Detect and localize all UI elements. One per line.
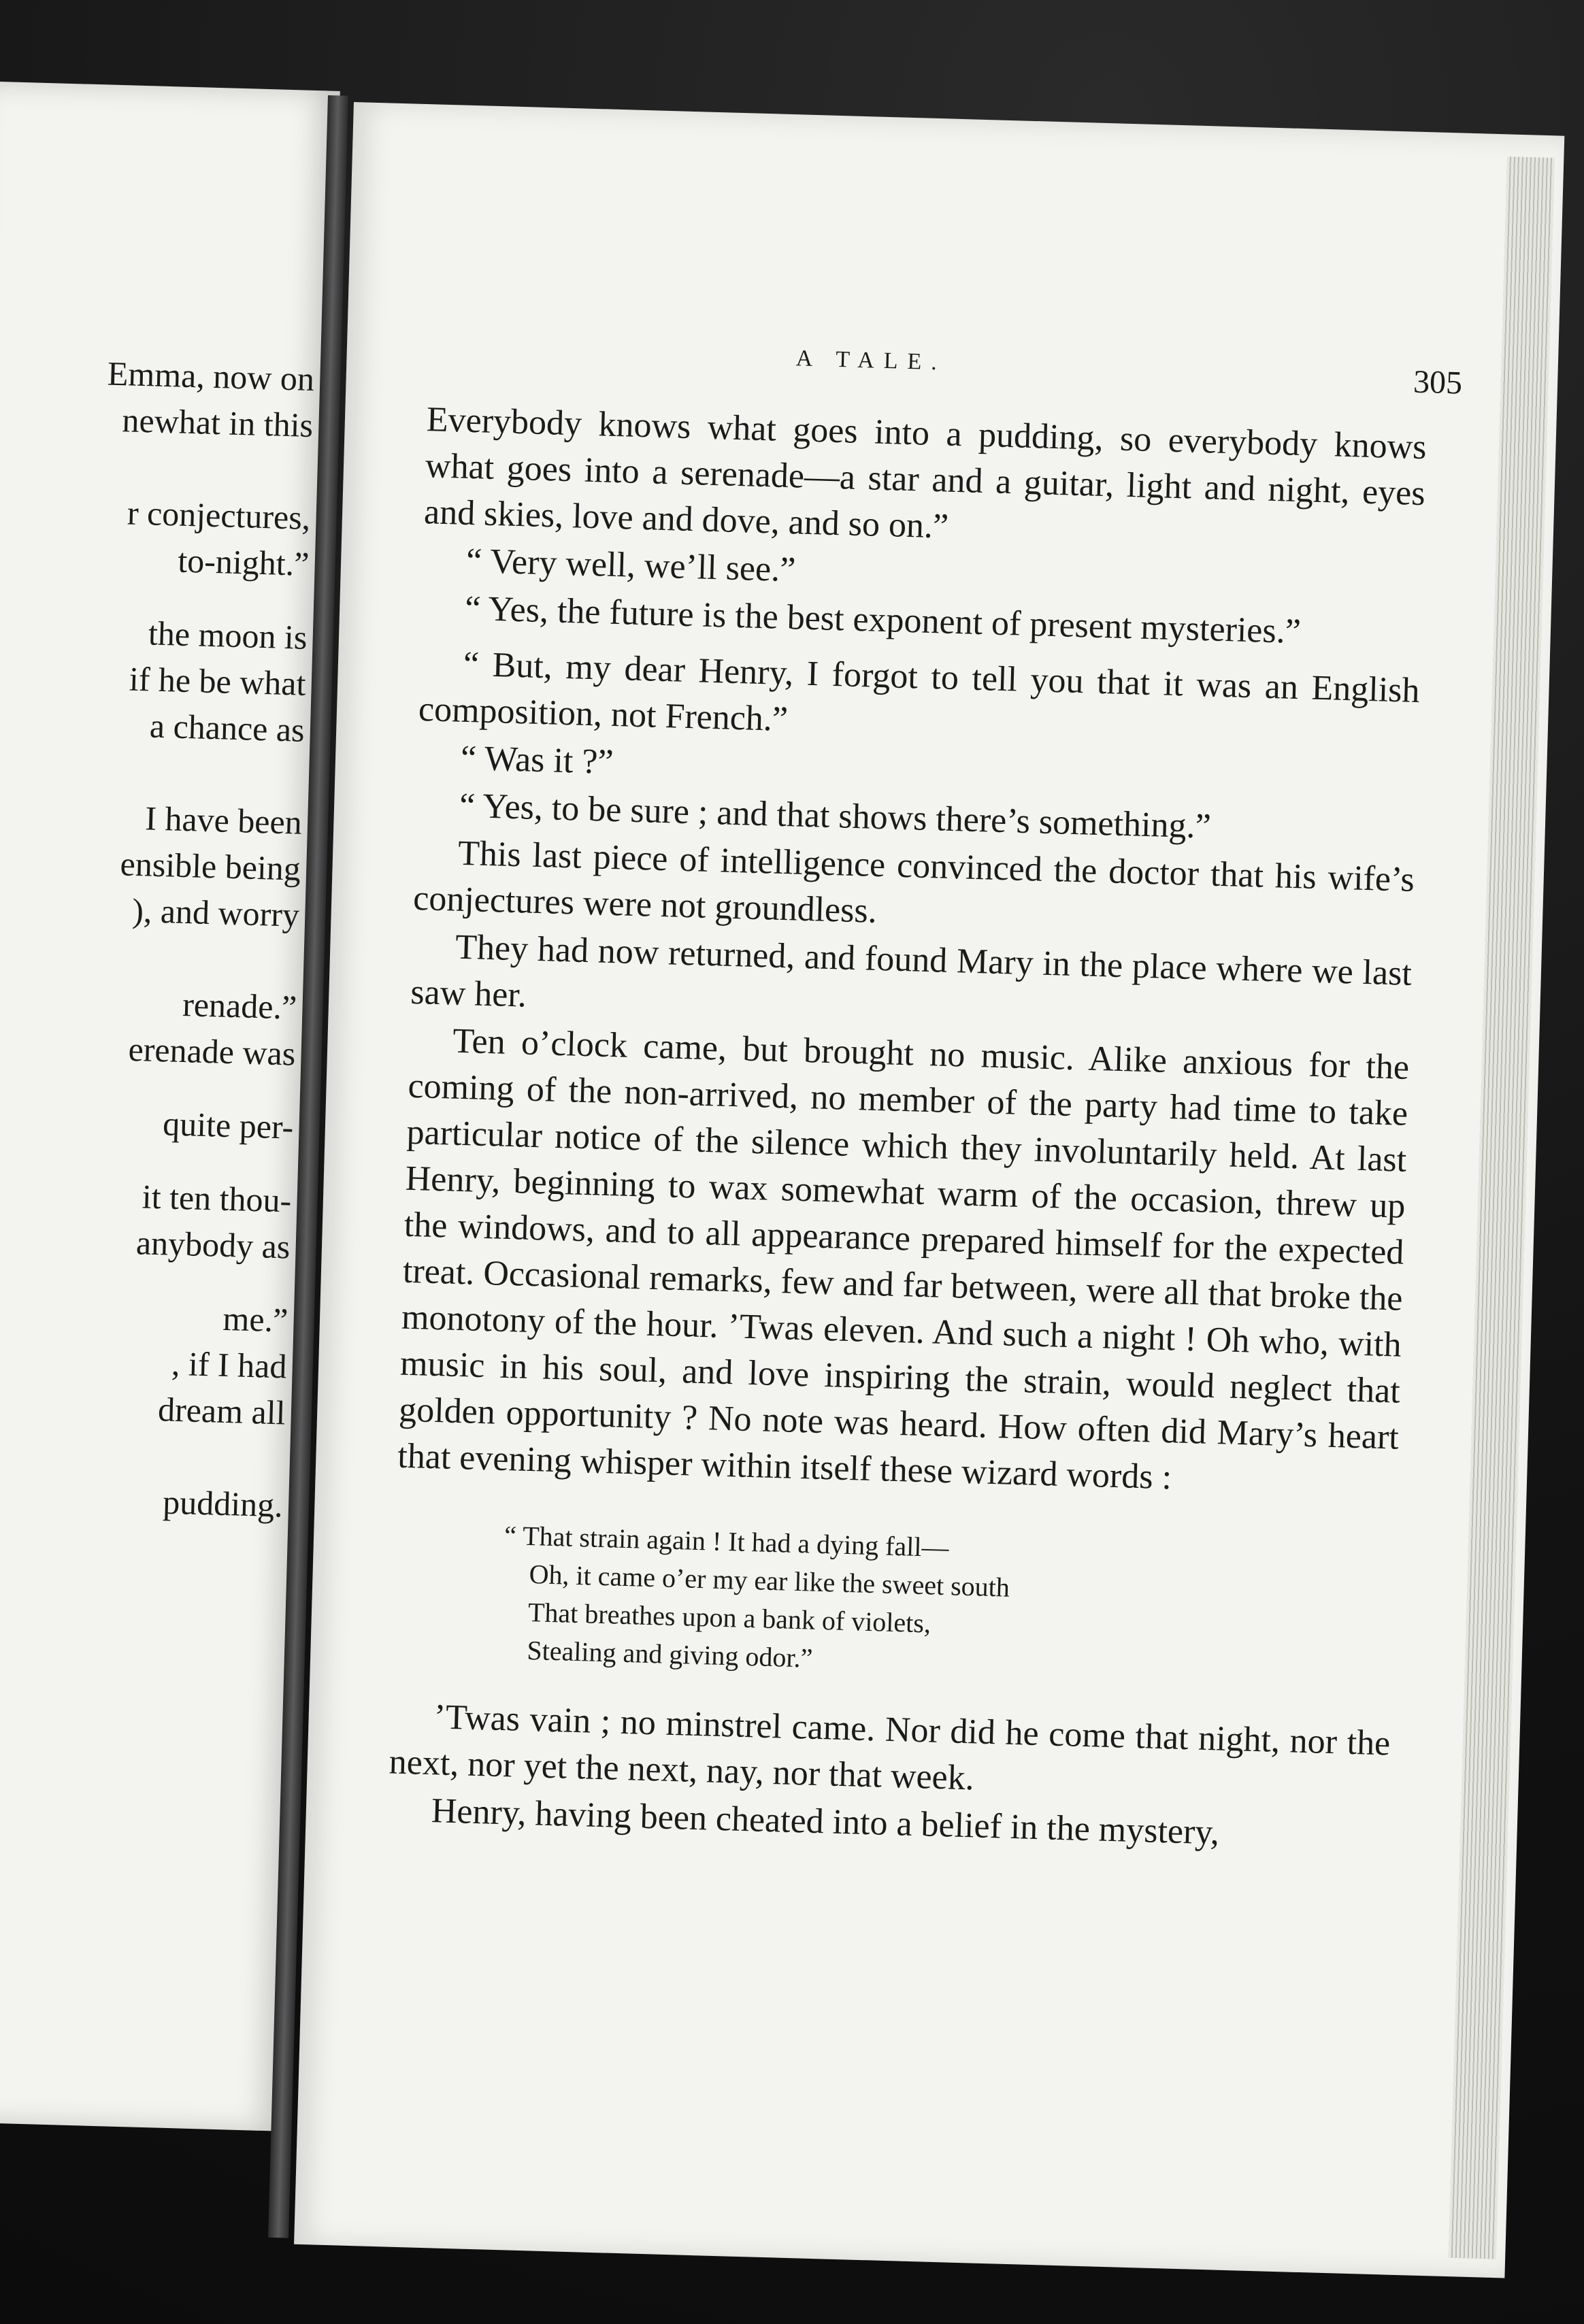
body-text xyxy=(387,397,1427,1862)
right-page xyxy=(294,102,1564,2278)
left-line: erenade was xyxy=(127,1029,297,1073)
paragraph: “ Was it ?” xyxy=(460,738,614,782)
paragraph: “ But, my dear Henry, I forgot to tell you that it was an English composition, not French.” xyxy=(418,644,1421,740)
left-line: pudding. xyxy=(162,1482,284,1525)
left-line: Emma, now on xyxy=(107,354,315,399)
paragraph: “ Yes, the future is the best exponent of present mysteries.” xyxy=(464,588,1302,652)
left-line: the moon is xyxy=(148,614,308,657)
left-page-text xyxy=(0,347,315,1528)
left-line: it ten thou- xyxy=(142,1177,293,1220)
paragraph: This last piece of intelligence convinced the doctor that his wife’s conjectures were not groundless. xyxy=(412,833,1415,931)
left-line: if he be what xyxy=(129,659,307,703)
paragraph: Ten o’clock came, but brought no music. Alike anxious for the coming of the non-arrived, no member of the party had time to take particular notice of the silence which they involuntarily held. At last Henry, beginning to wax somewhat warm of the occasion, threw up the windows, and to all appearance prepared himself for the expected treat. Occasional remarks, few and far between, were all that broke the monotony of the hour. ’Twas eleven. And such a night ! Oh who, with music in his soul, and love inspiring the strain, would neglect that golden opportunity ? No note was heard. How often did Mary’s heart that evening whisper within itself these wizard words : xyxy=(397,1021,1410,1497)
left-line: quite per- xyxy=(162,1104,295,1146)
left-line: a chance as xyxy=(149,706,306,749)
left-line-gap xyxy=(0,439,312,495)
left-line: r conjectures, xyxy=(127,493,312,537)
paragraph: Henry, having been cheated into a belief in the mystery, xyxy=(431,1791,1220,1853)
left-line-gap xyxy=(0,1427,285,1482)
paragraph: ’Twas vain ; no minstrel came. Nor did he come that night, nor the next, nor yet the next, nay, nor that week. xyxy=(389,1697,1391,1798)
paragraph: They had now returned, and found Mary in the place where we last saw her. xyxy=(410,927,1413,1015)
paragraph: “ Very well, we’ll see.” xyxy=(465,541,797,590)
left-line: anybody as xyxy=(135,1223,291,1266)
paragraph: Everybody knows what goes into a pudding, so everybody knows what goes into a serenade—a star and a guitar, light and night, eyes and skies, love and dove, and so on.” xyxy=(423,400,1428,546)
verse-line: That breathes upon a bank of violets, xyxy=(527,1597,931,1639)
left-line: me.” xyxy=(222,1299,289,1340)
left-line: renade.” xyxy=(182,985,297,1027)
left-line: I have been xyxy=(144,799,303,842)
left-line: newhat in this xyxy=(121,401,314,445)
verse-line: “ That strain again ! It had a dying fall— xyxy=(504,1520,950,1563)
left-line: ensible being xyxy=(119,844,301,888)
left-line: , if I had xyxy=(171,1344,288,1386)
left-line-gap xyxy=(0,744,304,799)
left-line: ), and worry xyxy=(131,891,300,934)
verse-quote xyxy=(501,1516,1396,1693)
page-number: 305 xyxy=(1413,363,1463,401)
running-head: A TALE. xyxy=(795,346,947,376)
left-line: to-night.” xyxy=(177,541,310,583)
left-line: dream all xyxy=(157,1390,286,1432)
paragraph: “ Yes, to be sure ; and that shows there’s something.” xyxy=(459,786,1212,846)
verse-line: Oh, it came o’er my ear like the sweet south xyxy=(529,1559,1010,1603)
left-line-gap xyxy=(0,929,299,984)
verse-line: Stealing and giving odor.” xyxy=(526,1635,813,1674)
